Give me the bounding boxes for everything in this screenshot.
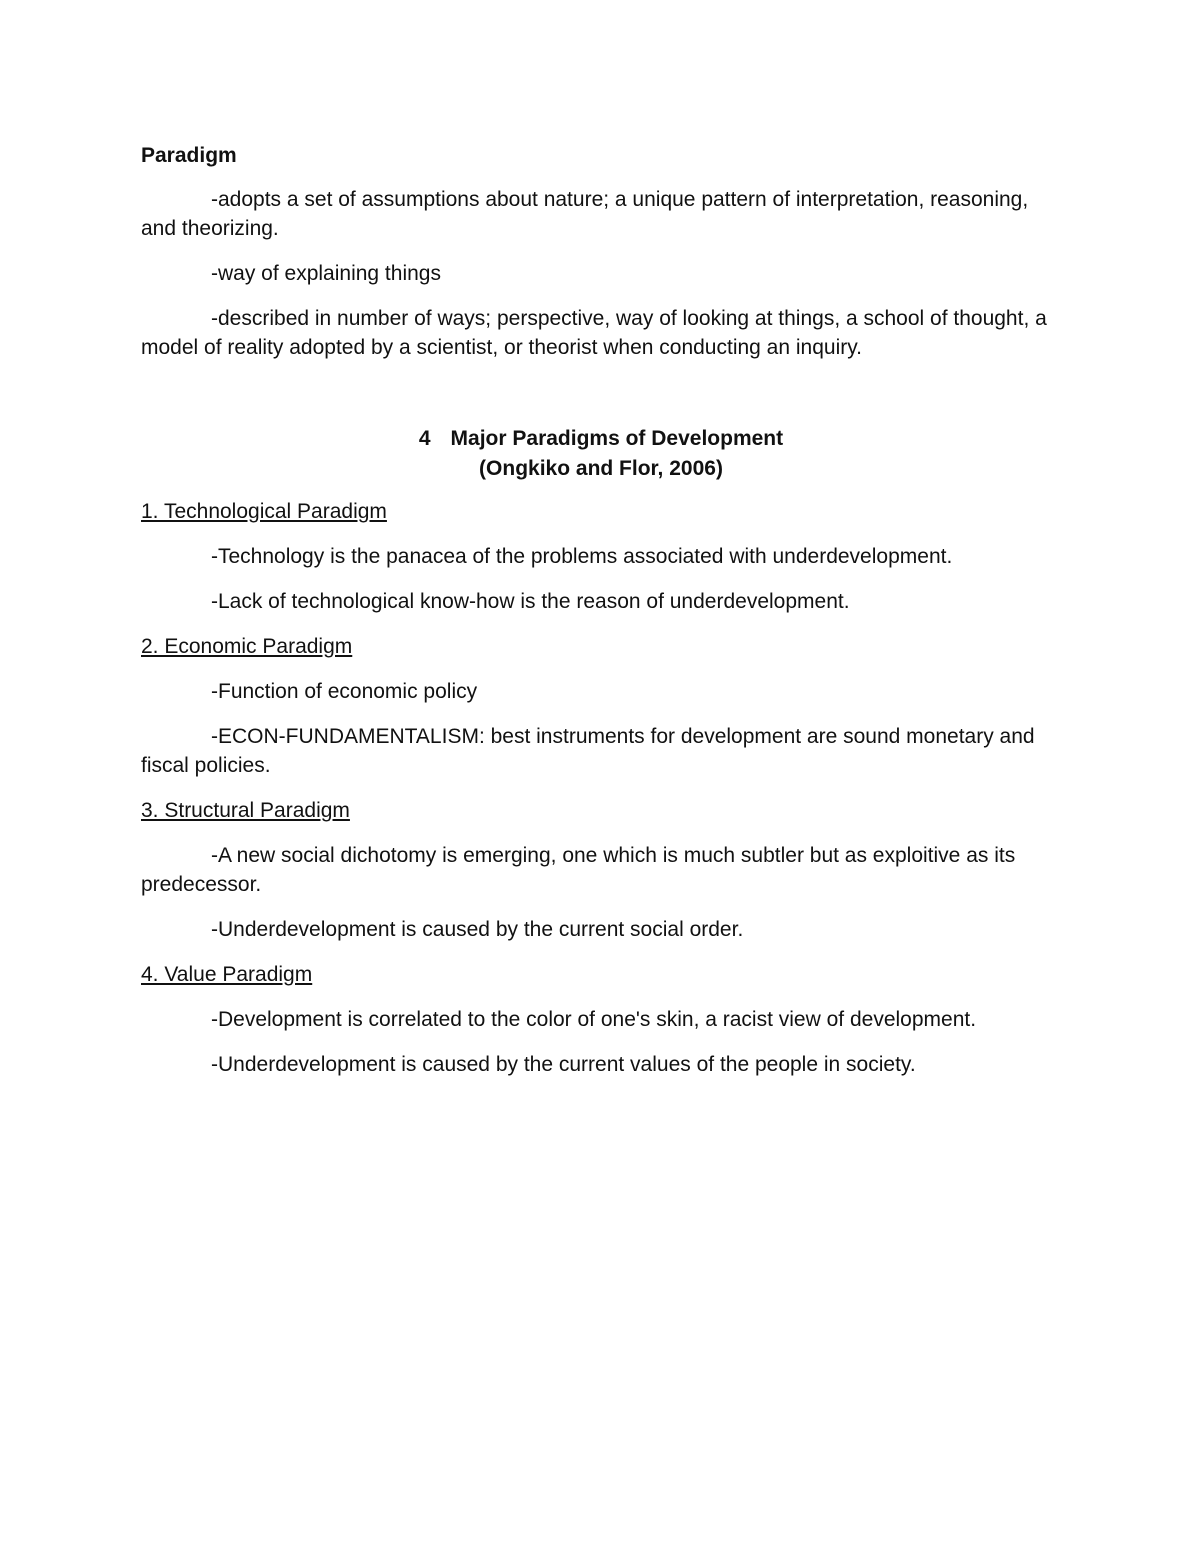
paradigm-heading-structural: 3. Structural Paradigm <box>141 799 350 822</box>
document-page <box>141 141 1061 1095</box>
paradigm-point: -ECON-FUNDAMENTALISM: best instruments for development are sound monetary and fiscal policies. <box>141 725 1035 777</box>
section-heading-block <box>141 424 1061 484</box>
definition-paragraph: -way of explaining things <box>211 262 441 285</box>
section-number: 4 <box>418 427 431 450</box>
paradigm-point: -Function of economic policy <box>211 680 478 703</box>
section-title-text: Major Paradigms of Development <box>450 427 784 450</box>
paradigm-point: -Lack of technological know-how is the reason of underdevelopment. <box>211 590 850 613</box>
paradigm-point: -Underdevelopment is caused by the current values of the people in society. <box>211 1053 916 1076</box>
paradigm-heading-economic: 2. Economic Paradigm <box>141 635 353 658</box>
definition-paragraph: -described in number of ways; perspective, way of looking at things, a school of thought, a model of reality adopted by a scientist, or theorist when conducting an inquiry. <box>141 307 1047 359</box>
paradigm-heading-technological: 1. Technological Paradigm <box>141 500 387 523</box>
paradigm-point: -Development is correlated to the color of one's skin, a racist view of development. <box>211 1008 977 1031</box>
paradigm-point: -Technology is the panacea of the problems associated with underdevelopment. <box>211 545 953 568</box>
section-title <box>141 424 1061 454</box>
paradigm-point: -A new social dichotomy is emerging, one which is much subtler but as exploitive as its predecessor. <box>141 844 1016 896</box>
paradigm-point: -Underdevelopment is caused by the current social order. <box>211 918 744 941</box>
section-spacer <box>141 378 1061 424</box>
section-citation: (Ongkiko and Flor, 2006) <box>479 457 723 480</box>
definition-paragraph: -adopts a set of assumptions about nature; a unique pattern of interpretation, reasoning, and theorizing. <box>141 188 1029 240</box>
paradigm-heading-value: 4. Value Paradigm <box>141 963 313 986</box>
page-title: Paradigm <box>141 144 237 167</box>
